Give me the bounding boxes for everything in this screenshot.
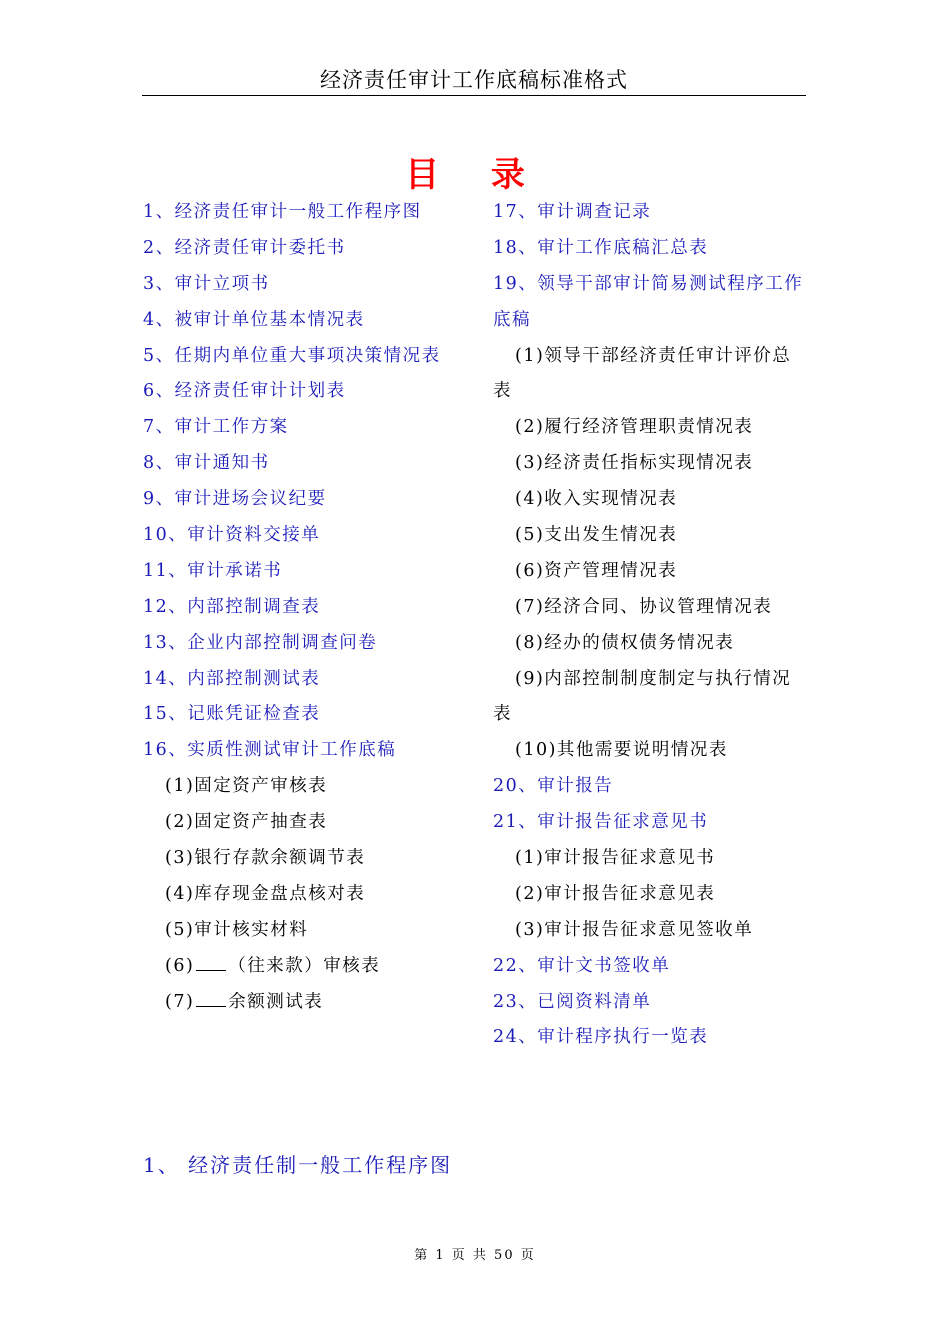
toc-entry: (1)领导干部经济责任审计评价总: [515, 345, 792, 366]
header-divider: [142, 95, 806, 96]
toc-entry: (8)经办的债权债务情况表: [515, 632, 735, 653]
toc-entry[interactable]: 11、审计承诺书: [143, 560, 283, 581]
toc-entry[interactable]: 16、实质性测试审计工作底稿: [143, 740, 397, 761]
section-heading: 1、 经济责任制一般工作程序图: [143, 1153, 453, 1177]
toc-entry: (6)资产管理情况表: [515, 560, 678, 581]
fill-in-blank: [196, 992, 226, 1007]
toc-entry[interactable]: 底稿: [493, 309, 531, 330]
fill-in-blank: [196, 956, 226, 971]
toc-entry[interactable]: 13、企业内部控制调查问卷: [143, 632, 378, 653]
toc-entry[interactable]: 10、审计资料交接单: [143, 525, 321, 546]
toc-entry[interactable]: 21、审计报告征求意见书: [493, 812, 709, 833]
toc-entry: (2)审计报告征求意见表: [515, 883, 716, 904]
toc-entry-suffix: 余额测试表: [228, 991, 324, 1012]
toc-entry[interactable]: 3、审计立项书: [143, 273, 270, 294]
toc-entry[interactable]: 7、审计工作方案: [143, 417, 289, 438]
toc-entry: (2)固定资产抽查表: [165, 812, 328, 833]
toc-entry: [143, 985, 473, 1021]
toc-title: 目 录: [405, 155, 545, 195]
toc-left-column: [143, 195, 473, 1020]
toc-entry[interactable]: 2、经济责任审计委托书: [143, 237, 346, 258]
toc-entry: (3)银行存款余额调节表: [165, 848, 366, 869]
toc-entry: (7)经济合同、协议管理情况表: [515, 596, 773, 617]
toc-entry[interactable]: 1、经济责任审计一般工作程序图: [143, 202, 422, 222]
toc-entry[interactable]: 17、审计调查记录: [493, 202, 652, 222]
toc-entry[interactable]: 20、审计报告: [493, 776, 614, 797]
toc-entry[interactable]: 23、已阅资料清单: [493, 991, 652, 1012]
toc-entry: (1)审计报告征求意见书: [515, 848, 716, 869]
toc-entry: (9)内部控制制度制定与执行情况: [515, 668, 792, 689]
toc-entry: (4)收入实现情况表: [515, 489, 678, 510]
toc-entry: (10)其他需要说明情况表: [515, 740, 728, 761]
toc-entry[interactable]: 8、审计通知书: [143, 453, 270, 474]
toc-entry[interactable]: 4、被审计单位基本情况表: [143, 309, 365, 330]
toc-entry[interactable]: 9、审计进场会议纪要: [143, 489, 327, 510]
toc-entry[interactable]: 19、领导干部审计简易测试程序工作: [493, 273, 804, 294]
toc-entry: [143, 949, 473, 985]
toc-entry: (5)审计核实材料: [165, 919, 309, 940]
toc-entry[interactable]: 12、内部控制调查表: [143, 596, 321, 617]
toc-entry: (3)审计报告征求意见签收单: [515, 919, 754, 940]
toc-entry-suffix: （往来款）审核表: [228, 955, 381, 976]
toc-entry[interactable]: 15、记账凭证检查表: [143, 704, 321, 725]
toc-entry[interactable]: 24、审计程序执行一览表: [493, 1027, 709, 1048]
toc-entry: (1)固定资产审核表: [165, 776, 328, 797]
toc-entry-prefix: (6): [165, 955, 195, 976]
toc-entry[interactable]: 6、经济责任审计计划表: [143, 381, 346, 402]
toc-entry[interactable]: 14、内部控制测试表: [143, 668, 321, 689]
toc-entry: (5)支出发生情况表: [515, 525, 678, 546]
toc-entry[interactable]: 22、审计文书签收单: [493, 955, 671, 976]
toc-entry-prefix: (7): [165, 991, 195, 1012]
toc-entry: (4)库存现金盘点核对表: [165, 883, 366, 904]
toc-entry[interactable]: 5、任期内单位重大事项决策情况表: [143, 345, 441, 366]
toc-entry[interactable]: 18、审计工作底稿汇总表: [493, 237, 709, 258]
document-header-title: 经济责任审计工作底稿标准格式: [320, 68, 628, 92]
toc-entry: (2)履行经济管理职责情况表: [515, 417, 754, 438]
page-footer: 第 1 页 共 50 页: [414, 1248, 536, 1263]
toc-entry: 表: [493, 381, 512, 402]
toc-right-column: [493, 195, 803, 1056]
toc-entry: (3)经济责任指标实现情况表: [515, 453, 754, 474]
toc-entry: 表: [493, 704, 512, 725]
